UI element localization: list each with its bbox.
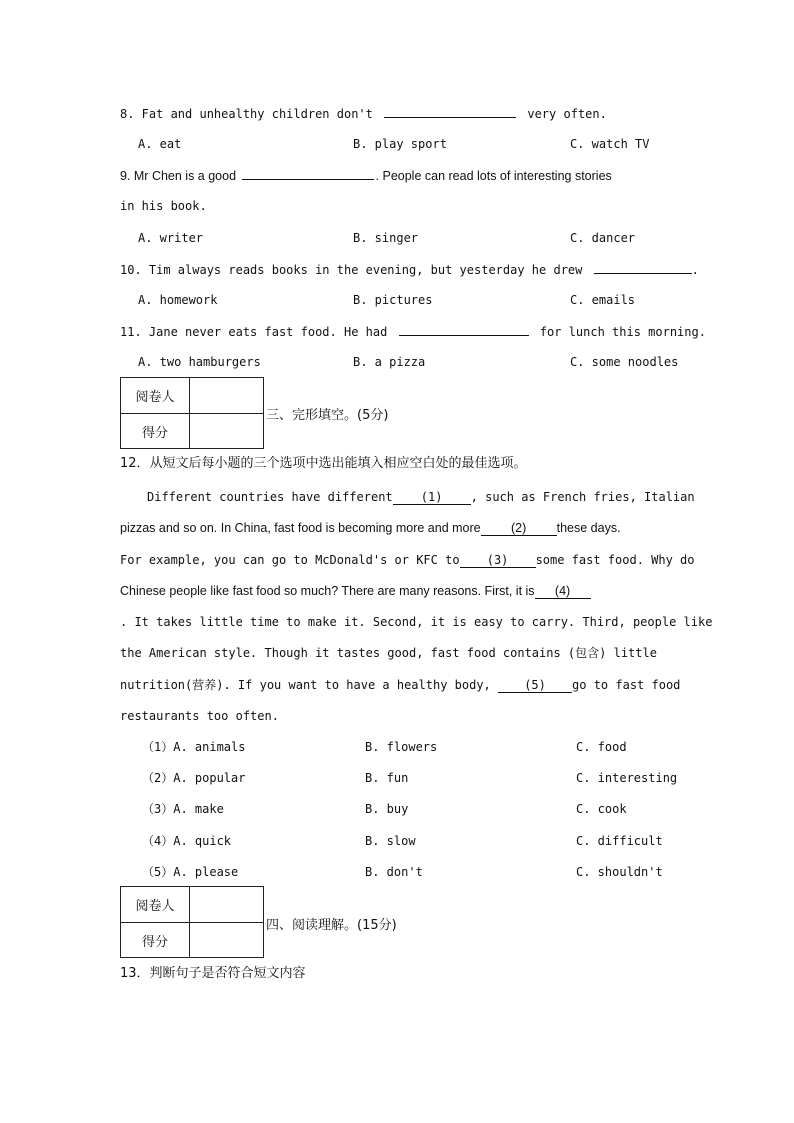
q11-blank[interactable]: [399, 323, 529, 336]
passage-text: Chinese people like fast food so much? There are many reasons. First, it is: [120, 584, 535, 598]
q8-stem: [120, 105, 607, 122]
q8-blank[interactable]: [384, 105, 516, 118]
cloze-1-option-c[interactable]: C. food: [576, 740, 627, 754]
cloze-blank-1[interactable]: (1): [393, 490, 471, 505]
reviewer-label: 阅卷人: [121, 378, 190, 414]
score-field[interactable]: [190, 414, 263, 448]
passage-line-5: . It takes little time to make it. Second, it is easy to carry. Third, people like: [120, 615, 713, 629]
reviewer-label: 阅卷人: [121, 887, 190, 923]
passage-line-1: [147, 489, 695, 505]
q9-stem-before: 9. Mr Chen is a good: [120, 169, 237, 183]
q9-stem: [120, 167, 612, 184]
q9-option-b[interactable]: B. singer: [353, 231, 419, 245]
q8-option-a[interactable]: A. eat: [138, 137, 182, 151]
cloze-2-option-a[interactable]: （2）A. popular: [142, 771, 246, 785]
q10-option-a[interactable]: A. homework: [138, 293, 218, 307]
score-box: [120, 377, 264, 449]
q9-stem-line2: in his book.: [120, 199, 207, 213]
cloze-5-option-a[interactable]: （5）A. please: [142, 865, 239, 879]
score-label: 得分: [121, 414, 190, 448]
q13-instruction: 13．判断句子是否符合短文内容: [120, 966, 306, 981]
passage-text: For example, you can go to McDonald's or KFC to: [120, 553, 460, 567]
passage-text: nutrition(营养). If you want to have a healthy body,: [120, 678, 491, 692]
cloze-1-option-a[interactable]: （1）A. animals: [142, 740, 246, 754]
section4-title: 四、阅读理解。(15分): [266, 918, 397, 933]
passage-text: some fast food. Why do: [535, 553, 695, 567]
reviewer-field[interactable]: [190, 887, 263, 923]
q10-stem: [120, 261, 699, 278]
q11-stem-after: for lunch this morning.: [539, 325, 706, 339]
section3-title: 三、完形填空。(5分): [266, 408, 389, 423]
cloze-2-option-b[interactable]: B. fun: [365, 771, 409, 785]
passage-text: pizzas and so on. In China, fast food is becoming more and more: [120, 521, 481, 535]
q8-stem-after: very often.: [527, 107, 607, 121]
cloze-blank-3[interactable]: (3): [460, 553, 536, 568]
passage-line-7: [120, 677, 680, 693]
q9-blank[interactable]: [242, 167, 374, 180]
passage-text: these days.: [556, 521, 621, 535]
q9-option-c[interactable]: C. dancer: [570, 231, 636, 245]
passage-line-6: the American style. Though it tastes good, fast food contains (包含) little: [120, 646, 657, 660]
q12-instruction: 12．从短文后每小题的三个选项中选出能填入相应空白处的最佳选项。: [120, 456, 527, 471]
cloze-1-option-b[interactable]: B. flowers: [365, 740, 438, 754]
q10-stem-before: 10. Tim always reads books in the evening, but yesterday he drew: [120, 263, 583, 277]
q8-stem-before: 8. Fat and unhealthy children don't: [120, 107, 373, 121]
q9-option-a[interactable]: A. writer: [138, 231, 204, 245]
q11-option-c[interactable]: C. some noodles: [570, 355, 679, 369]
passage-text: go to fast food: [572, 678, 681, 692]
passage-text: , such as French fries, Italian: [470, 490, 695, 504]
q11-stem-before: 11. Jane never eats fast food. He had: [120, 325, 388, 339]
q11-stem: [120, 323, 706, 340]
q10-option-b[interactable]: B. pictures: [353, 293, 433, 307]
q10-blank[interactable]: [594, 261, 692, 274]
cloze-3-option-c[interactable]: C. cook: [576, 802, 627, 816]
cloze-5-option-c[interactable]: C. shouldn't: [576, 865, 663, 879]
cloze-blank-2[interactable]: (2): [481, 521, 557, 536]
q11-option-b[interactable]: B. a pizza: [353, 355, 426, 369]
passage-text: Different countries have different: [147, 490, 393, 504]
cloze-4-option-b[interactable]: B. slow: [365, 834, 416, 848]
score-field[interactable]: [190, 923, 263, 957]
cloze-2-option-c[interactable]: C. interesting: [576, 771, 678, 785]
cloze-blank-5[interactable]: (5): [498, 678, 572, 693]
q11-option-a[interactable]: A. two hamburgers: [138, 355, 261, 369]
score-label: 得分: [121, 923, 190, 957]
q8-option-c[interactable]: C. watch TV: [570, 137, 650, 151]
cloze-4-option-a[interactable]: （4）A. quick: [142, 834, 232, 848]
score-box: [120, 886, 264, 958]
passage-line-2: [120, 520, 621, 536]
passage-line-4: [120, 583, 591, 599]
q10-stem-after: .: [691, 263, 699, 277]
passage-line-3: [120, 552, 695, 568]
reviewer-field[interactable]: [190, 378, 263, 414]
passage-line-8: restaurants too often.: [120, 709, 279, 723]
cloze-blank-4[interactable]: (4): [535, 584, 591, 599]
cloze-4-option-c[interactable]: C. difficult: [576, 834, 663, 848]
cloze-5-option-b[interactable]: B. don't: [365, 865, 423, 879]
q9-stem-after: . People can read lots of interesting stories: [375, 169, 612, 183]
q10-option-c[interactable]: C. emails: [570, 293, 636, 307]
cloze-3-option-a[interactable]: （3）A. make: [142, 802, 224, 816]
q8-option-b[interactable]: B. play sport: [353, 137, 447, 151]
cloze-3-option-b[interactable]: B. buy: [365, 802, 409, 816]
